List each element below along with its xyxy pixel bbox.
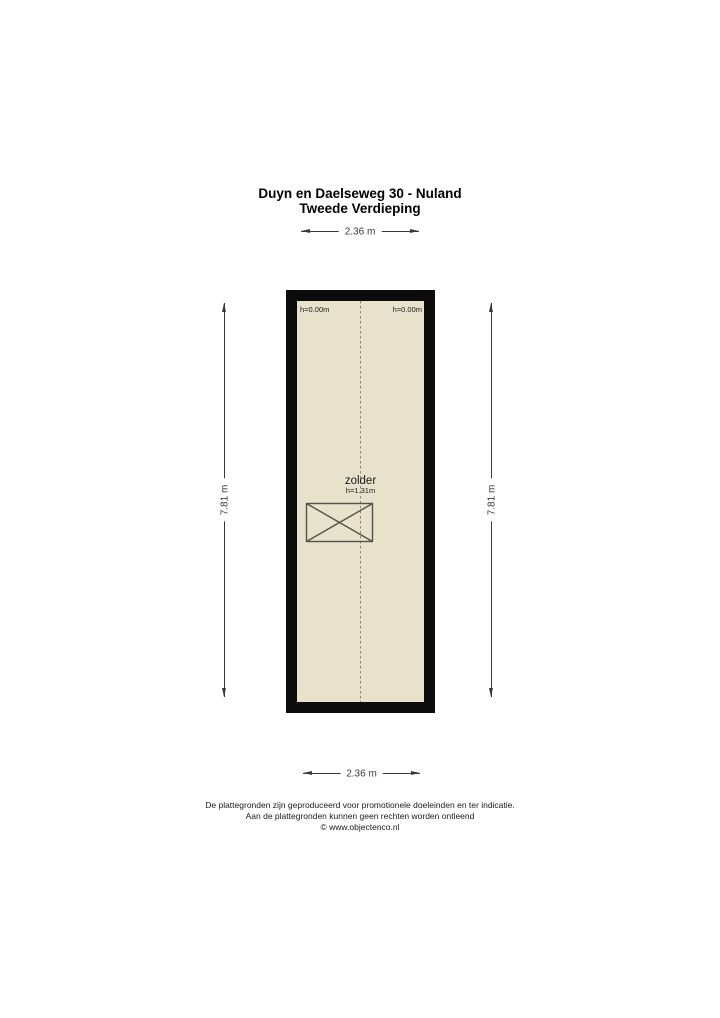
dimension-top-label: 2.36 m: [339, 227, 382, 238]
title-address: Duyn en Daelseweg 30 - Nuland: [258, 186, 462, 201]
arrow-up-icon: [222, 303, 226, 312]
arrow-right-icon: [410, 229, 419, 233]
room-label: [297, 475, 424, 495]
footer-copyright: © www.objectenco.nl: [320, 822, 400, 832]
page-title: [0, 186, 720, 216]
footer-line-2: Aan de plattegronden kunnen geen rechten worden ontleend: [245, 811, 475, 821]
dimension-top: [301, 226, 419, 238]
zolder-room-floor: [297, 301, 424, 702]
dimension-bottom-label: 2.36 m: [340, 769, 383, 780]
room-name: zolder: [344, 475, 377, 487]
arrow-left-icon: [303, 771, 312, 775]
footer-disclaimer: [0, 800, 720, 833]
corner-height-label-left: h=0.00m: [300, 305, 330, 314]
arrow-down-icon: [489, 688, 493, 697]
dimension-left-label: 7.81 m: [220, 479, 231, 522]
footer-line-1: De plattegronden zijn geproduceerd voor promotionele doeleinden en ter indicatie.: [205, 800, 515, 810]
dimension-right: [486, 303, 498, 697]
arrow-right-icon: [411, 771, 420, 775]
arrow-up-icon: [489, 303, 493, 312]
corner-height-label-right: h=0.00m: [392, 305, 422, 314]
title-floor: Tweede Verdieping: [299, 201, 421, 216]
stair-opening-icon: [307, 504, 373, 542]
arrow-down-icon: [222, 688, 226, 697]
dimension-bottom: [303, 768, 420, 780]
dimension-left: [219, 303, 231, 697]
floor-drawing-overlay: [297, 301, 424, 702]
room-height-label: h=1.31m: [345, 486, 376, 495]
arrow-left-icon: [301, 229, 310, 233]
dimension-right-label: 7.81 m: [487, 479, 498, 522]
room-walls: [286, 290, 435, 713]
